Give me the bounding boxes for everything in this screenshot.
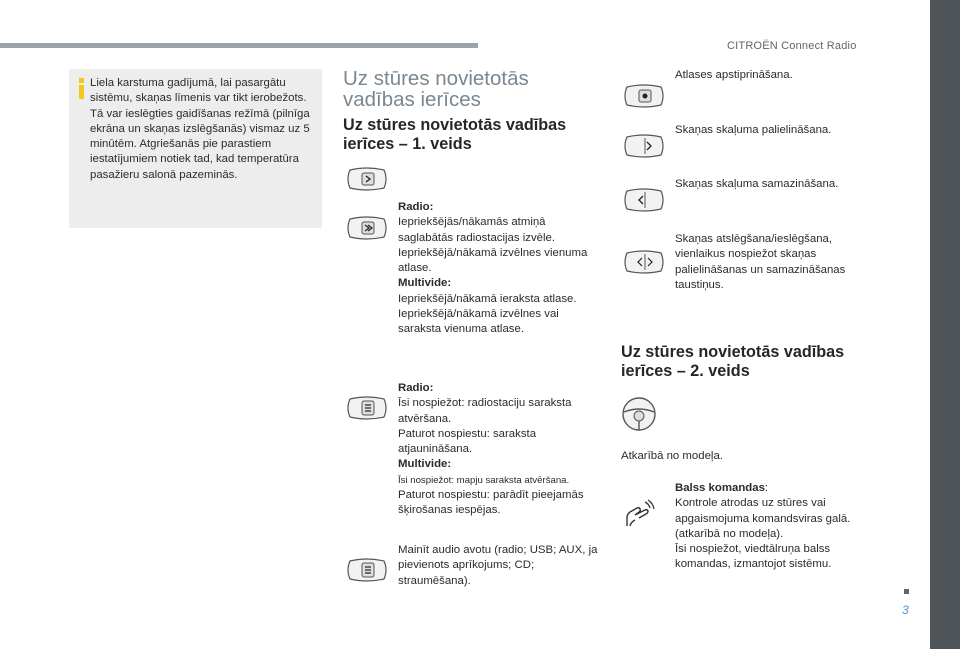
control-description (398, 381, 598, 519)
continuation-marker (904, 589, 909, 594)
desc-line: Iepriekšējā/nākamā ieraksta atlase. (398, 292, 577, 305)
desc-line: (atkarībā no modeļa). (675, 527, 784, 540)
desc-line: Īsi nospiežot: mapju saraksta atvēršana. (398, 474, 570, 486)
page-edge-strip (930, 0, 960, 649)
label-radio: Radio: (398, 201, 434, 213)
voice-command-icon (621, 498, 657, 530)
control-description: Atlases apstiprināšana. (675, 69, 793, 81)
section2-title: Uz stūres novietotās vadības ierīces – 2. veids (621, 343, 845, 380)
desc-line: Īsi nospiežot, viedtālruņa balss komandas, izmantojot sistēmu. (675, 543, 832, 571)
mute-control-icon (621, 248, 667, 276)
desc-line: Īsi nospiežot: radiostaciju saraksta atvēršana. (398, 397, 572, 425)
desc-line: Kontrole atrodas uz stūres vai apgaismojuma komandsviras galā. (675, 497, 851, 525)
label-multivide: Multivide: (398, 458, 452, 471)
steering-control-icon (344, 165, 390, 193)
label-colon: : (764, 482, 769, 494)
model-note: Atkarībā no modeļa. (621, 450, 723, 462)
volume-up-control-icon (621, 132, 667, 160)
control-description: Skaņas atslēgšana/ieslēgšana, vienlaikus nospiežot skaņas palielināšanas un samazināšanas taustiņus. (675, 233, 846, 291)
desc-line: Iepriekšējās/nākamās atmiņā saglabātās radiostacijas izvēle. (398, 216, 556, 244)
label-voice-commands: Balss komandas (675, 482, 765, 494)
label-radio: Radio: (398, 382, 434, 394)
section1-title: Uz stūres novietotās vadības ierīces – 1. veids (343, 116, 567, 153)
control-description: Skaņas skaļuma palielināšana. (675, 124, 832, 136)
steering-control-icon (344, 394, 390, 422)
header-rule (0, 43, 478, 48)
info-note-text: Liela karstuma gadījumā, lai pasargātu sistēmu, skaņas līmenis var tikt ierobežots. Tā var ieslēgties gaidīšanas režīmā (pilnīga ekrāna un skaņas izslēgšanās) vismaz uz 5 minūtēm. Atgriešanās pie parastiem iestatījumiem notiek tad, kad temperatūra pasažieru salonā pazeminās. (90, 77, 310, 181)
info-note (69, 69, 322, 228)
page-title: Uz stūres novietotās vadības ierīces (343, 67, 529, 111)
desc-line: Paturot nospiestu: saraksta atjaunināšana. (398, 427, 537, 456)
desc-line: Iepriekšējā/nākamā izvēlnes vienuma atlase. (398, 246, 588, 275)
steering-control-icon (621, 82, 667, 110)
info-icon (77, 78, 86, 98)
steering-wheel-icon (619, 396, 659, 432)
label-multivide: Multivide: (398, 277, 452, 290)
steering-control-icon (344, 214, 390, 242)
control-description: Mainīt audio avotu (radio; USB; AUX, ja pievienots aprīkojums; CD; straumēšana). (398, 544, 598, 587)
voice-command-description (675, 481, 875, 573)
brand-header: CITROËN Connect Radio (727, 40, 857, 52)
page-number: 3 (902, 603, 909, 617)
control-description: Skaņas skaļuma samazināšana. (675, 178, 839, 190)
steering-control-icon (344, 556, 390, 584)
desc-line: Iepriekšējā/nākamā izvēlnes vai saraksta vienuma atlase. (398, 308, 559, 336)
desc-line: Paturot nospiestu: parādīt pieejamās šķirošanas iespējas. (398, 489, 584, 517)
control-description (398, 200, 598, 338)
volume-down-control-icon (621, 186, 667, 214)
